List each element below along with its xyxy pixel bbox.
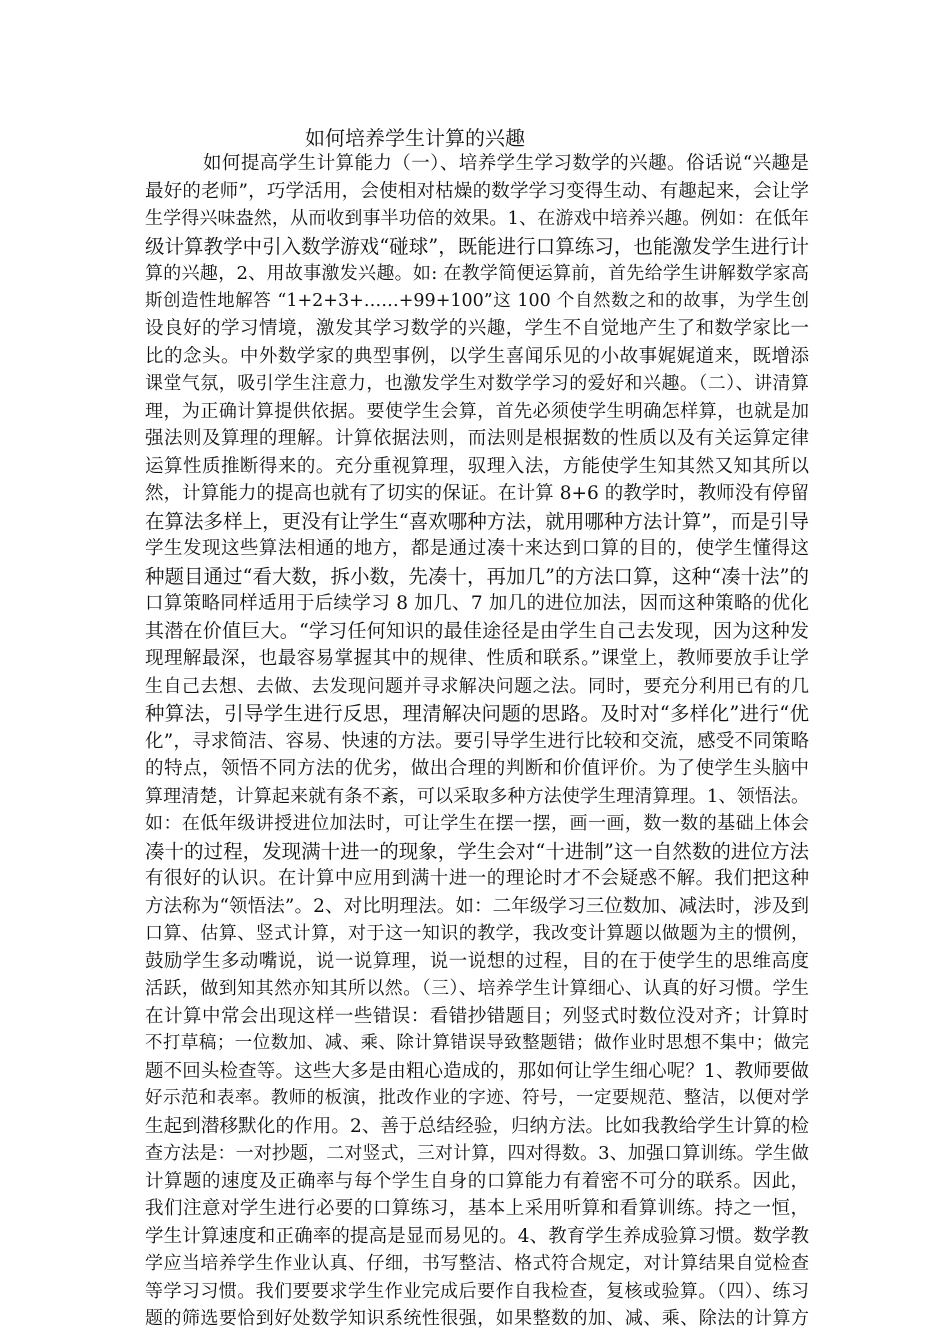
paragraph-line: 其潜在价值巨大。“学习任何知识的最佳途径是由学生自己去发现，因为这种发 xyxy=(145,619,809,642)
paragraph-line: 强法则及算理的理解。计算依据法则，而法则是根据数的性质以及有关运算定律 xyxy=(145,428,809,449)
paragraph-line: 学生计算速度和正确率的提高是显而易见的。4、教育学生养成验算习惯。数学教 xyxy=(145,1225,809,1247)
paragraph-line: 算理清楚，计算起来就有条不紊，可以采取多种方法使学生理清算理。1、领悟法。 xyxy=(145,785,809,807)
paragraph-line: 运算性质推断得来的。充分重视算理，驭理入法，方能使学生知其然又知其所以 xyxy=(145,455,809,477)
paragraph-line: 凑十的过程，发现满十进一的现象，学生会对“十进制”这一自然数的进位方法 xyxy=(145,839,809,863)
paragraph-line: 如何提高学生计算能力（一）、培养学生学习数学的兴趣。俗话说“兴趣是 xyxy=(203,153,809,174)
paragraph-line: 生学得兴味盎然，从而收到事半功倍的效果。1、在游戏中培养兴趣。例如：在低年 xyxy=(145,208,809,229)
paragraph-line: 斯创造性地解答 “1+2+3+……+99+100”这 100 个自然数之和的故事，为学生创 xyxy=(145,290,809,311)
document-body xyxy=(145,150,809,1333)
paragraph-line: 活跃，做到知其然亦知其所以然。（三）、培养学生计算细心、认真的好习惯。学生 xyxy=(145,978,809,999)
paragraph-line: 在算法多样上，更没有让学生“喜欢哪种方法，就用哪种方法计算”，而是引导 xyxy=(145,509,809,533)
paragraph-line: 好示范和表率。教师的板演，批改作业的字迹、符号，一定要规范、整洁，以便对学 xyxy=(145,1088,809,1108)
paragraph-line: 算的兴趣，2、用故事激发兴趣。如: 在教学简便运算前，首先给学生讲解数学家高 xyxy=(145,263,809,284)
paragraph-line: 种题目通过“看大数，拆小数，先凑十，再加几”的方法口算，这种“凑十法”的 xyxy=(145,564,809,588)
document-title: 如何培养学生计算的兴趣 xyxy=(305,126,525,150)
paragraph-line: 种算法，引导学生进行反思，理清解决问题的思路。及时对“多样化”进行“优 xyxy=(145,702,809,725)
paragraph-line: 现理解最深，也最容易掌握其中的规律、性质和联系。”课堂上，教师要放手让学 xyxy=(145,648,809,669)
paragraph-line: 等学习习惯。我们要要求学生作业完成后要作自我检查，复核或验算。（四）、练习 xyxy=(145,1280,809,1302)
paragraph-line: 最好的老师”，巧学活用，会使相对枯燥的数学学习变得生动、有趣起来，会让学 xyxy=(145,180,809,202)
paragraph-line: 级计算教学中引入数学游戏“碰球”，既能进行口算练习，也能激发学生进行计 xyxy=(145,234,809,258)
paragraph-line: 在计算中常会出现这样一些错误：看错抄错题目；列竖式时数位没对齐；计算时 xyxy=(145,1005,809,1027)
paragraph-line: 生自己去想、去做、去发现问题并寻求解决问题之法。同时，要充分利用已有的几 xyxy=(145,675,809,697)
paragraph-line: 方法称为“领悟法”。2、对比明理法。如：二年级学习三位数加、减法时，涉及到 xyxy=(145,895,809,917)
paragraph-line: 鼓励学生多动嘴说，说一说算理，说一说想的过程，目的在于使学生的思维高度 xyxy=(145,950,809,972)
paragraph-line: 然，计算能力的提高也就有了切实的保证。在计算 8+6 的教学时，教师没有停留 xyxy=(145,483,809,504)
paragraph-line: 课堂气氛，吸引学生注意力，也激发学生对数学学习的爱好和兴趣。（二）、讲清算 xyxy=(145,373,809,394)
paragraph-line: 如：在低年级讲授进位加法时，可让学生在摆一摆，画一画，数一数的基础上体会 xyxy=(145,813,809,834)
paragraph-line: 学生发现这些算法相通的地方，都是通过凑十来达到口算的目的，使学生懂得这 xyxy=(145,538,809,559)
paragraph-line: 设良好的学习情境，激发其学习数学的兴趣，学生不自觉地产生了和数学家比一 xyxy=(145,318,809,339)
paragraph-line: 理，为正确计算提供依据。要使学生会算，首先必须使学生明确怎样算，也就是加 xyxy=(145,400,809,422)
paragraph-line: 查方法是：一对抄题，二对竖式，三对计算，四对得数。3、加强口算训练。学生做 xyxy=(145,1143,809,1164)
paragraph-line: 化”，寻求简洁、容易、快速的方法。要引导学生进行比较和交流，感受不同策略 xyxy=(145,730,809,752)
paragraph-line: 学应当培养学生作业认真、仔细，书写整洁、格式符合规定，对计算结果自觉检查 xyxy=(145,1253,809,1274)
paragraph-line: 的特点，领悟不同方法的优劣，做出合理的判断和价值评价。为了使学生头脑中 xyxy=(145,758,809,779)
paragraph-line: 不打草稿；一位数加、减、乘、除计算错误导致整题错；做作业时思想不集中；做完 xyxy=(145,1033,809,1053)
paragraph-line: 比的念头。中外数学家的典型事例，以学生喜闻乐见的小故事娓娓道来，既增添 xyxy=(145,345,809,367)
paragraph-line: 生起到潜移默化的作用。2、善于总结经验，归纳方法。比如我教给学生计算的检 xyxy=(145,1115,809,1137)
paragraph-line: 口算策略同样适用于后续学习 8 加几、7 加几的进位加法，因而这种策略的优化 xyxy=(145,593,809,614)
paragraph-line: 计算题的速度及正确率与每个学生自身的口算能力有着密不可分的联系。因此， xyxy=(145,1170,809,1192)
paragraph-line: 题的筛选要恰到好处数学知识系统性很强，如果整数的加、减、乘、除法的计算方 xyxy=(145,1308,809,1329)
paragraph-line: 题不回头检查等。这些大多是由粗心造成的，那如何让学生细心呢？1、教师要做 xyxy=(145,1060,809,1082)
paragraph-line: 有很好的认识。在计算中应用到满十进一的理论时才不会疑惑不解。我们把这种 xyxy=(145,868,809,889)
paragraph-line: 口算、估算、竖式计算，对于这一知识的教学，我改变计算题以做题为主的惯例， xyxy=(145,923,809,944)
paragraph-line: 我们注意对学生进行必要的口算练习，基本上采用听算和看算训练。持之一恒， xyxy=(145,1198,809,1219)
